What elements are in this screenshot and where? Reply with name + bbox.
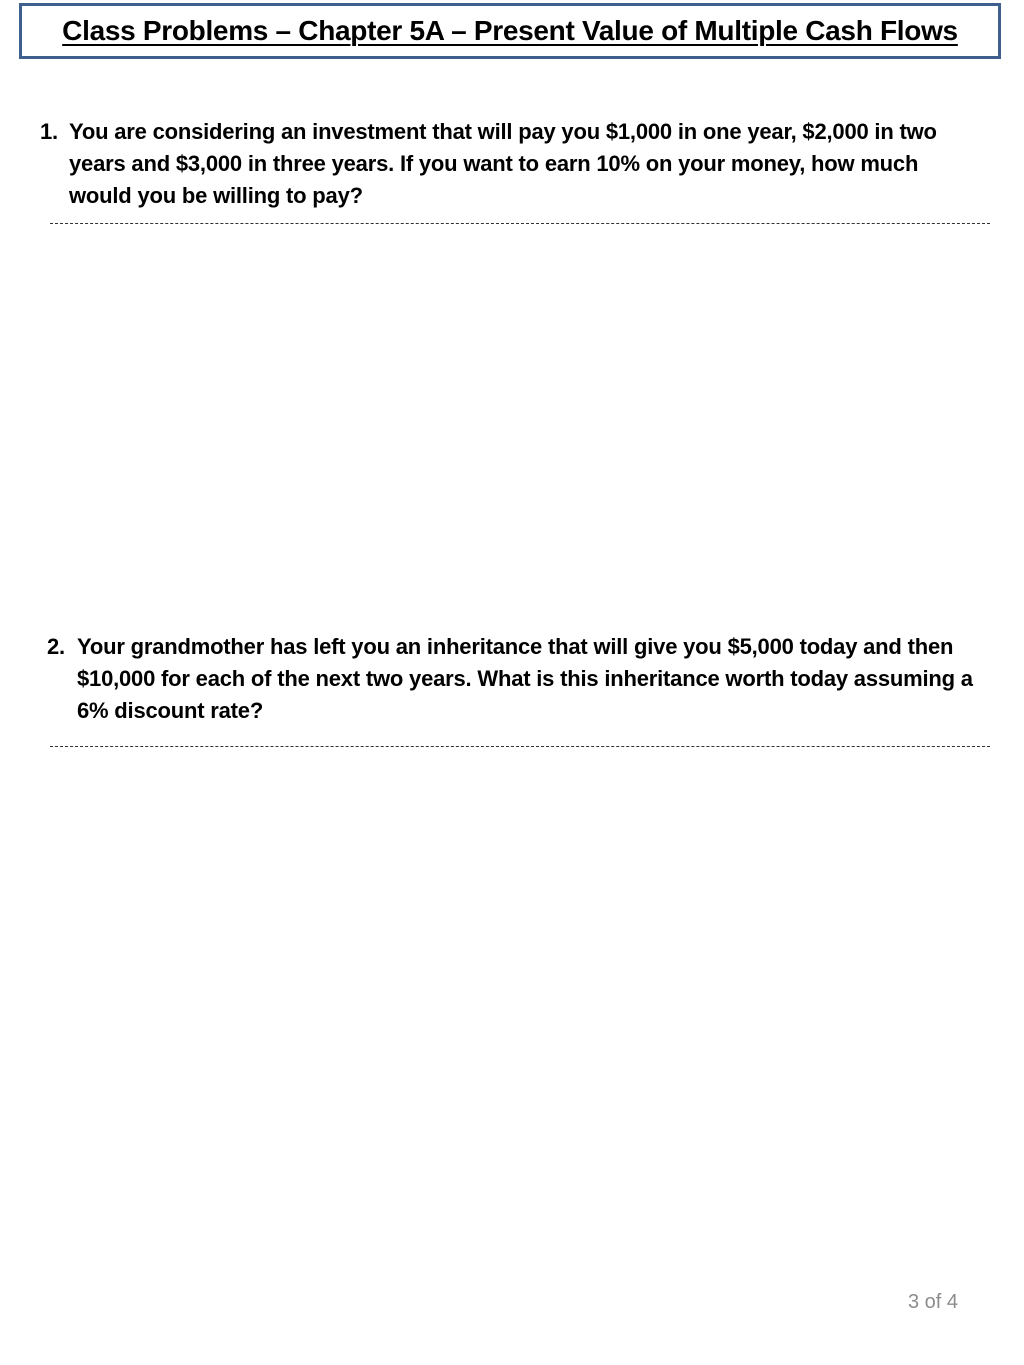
title-box xyxy=(19,3,1001,59)
problem-2 xyxy=(47,631,982,727)
problem-2-text: Your grandmother has left you an inheritance that will give you $5,000 today and then $10,000 for each of the next two years. What is this inheritance worth today assuming a 6% discount rate? xyxy=(77,634,973,723)
problem-2-number: 2. xyxy=(47,634,65,659)
problem-1 xyxy=(40,116,980,212)
page-number: 3 of 4 xyxy=(907,1291,958,1313)
answer-divider-1 xyxy=(50,223,990,224)
problem-1-text: You are considering an investment that will pay you $1,000 in one year, $2,000 in two years and $3,000 in three years. If you want to earn 10% on your money, how much would you be willing to pay? xyxy=(69,119,937,208)
answer-divider-2 xyxy=(50,746,990,747)
page-title: Class Problems – Chapter 5A – Present Value of Multiple Cash Flows xyxy=(62,15,958,46)
problem-1-number: 1. xyxy=(40,119,58,144)
